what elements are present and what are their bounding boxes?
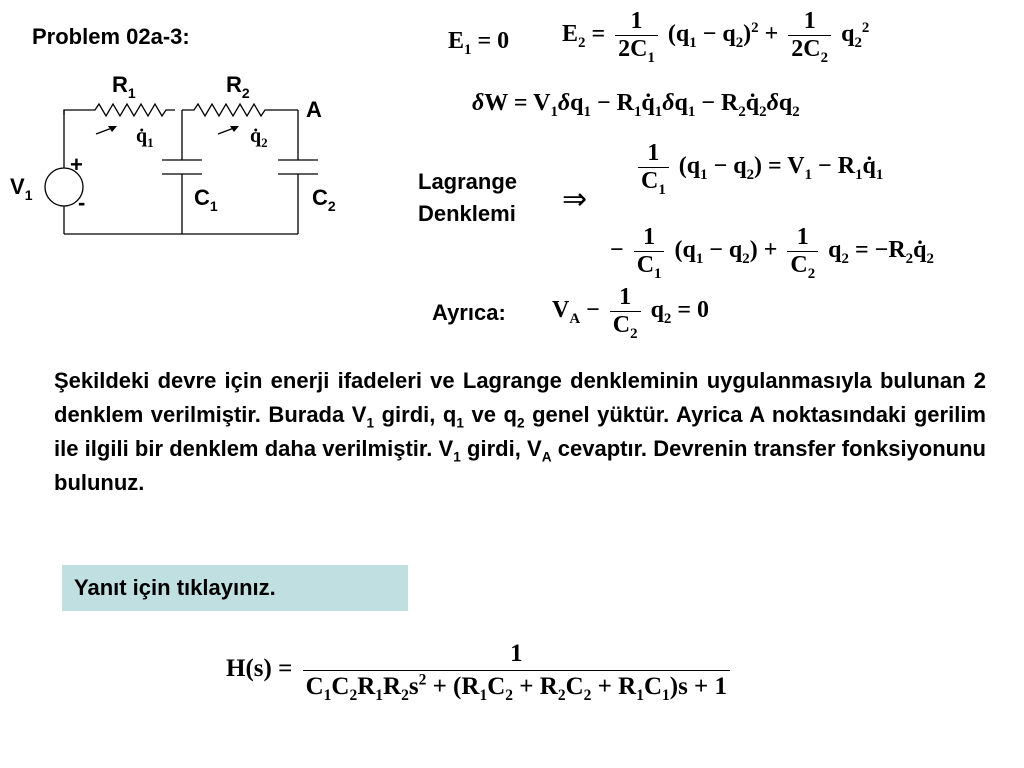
v1-label: $V_1$ [10, 174, 33, 203]
lagrange-label-line1: Lagrange [418, 169, 518, 194]
ayrica-label: Ayrıca: [432, 300, 506, 325]
problem-description: Şekildeki devre için enerji ifadeleri ve Lagrange denkleminin uygulanmasıyla bulunan 2 denklem verilmiştir. Burada $V_1$ girdi, $q_1$ ve $q_2$ genel yüktür. Ayrica A noktasındaki gerilim ile ilgili bir denklem daha verilmiştir. $V_1$ girdi, $V_A$ cevaptır. Devrenin transfer fonksiyonunu bulunuz. [54, 368, 986, 495]
lagrange-label [418, 166, 517, 230]
equation-va: $V_A$ − $\frac{1}{C_2}$ $q_2 = 0$ [552, 284, 710, 342]
current-q1-label: $q̇_1$ [136, 125, 154, 150]
node-a-label: A [306, 97, 322, 122]
show-answer-button[interactable]: Yanıt için tıklayınız. [62, 565, 408, 611]
equation-virtual-work: $\delta W = V_1\delta q_1$ − $R_1q̇_1\delta q_1$ − $R_2q̇_2\delta q_2$ [472, 90, 800, 120]
transfer-function: H(s) = $\frac{1}{C_1C_2R_1R_2s^2 + (R_1C_2 + R_2C_2 + R_1C_1)s + 1}$ [226, 640, 734, 701]
lagrange-equation-2: − $\frac{1}{C_1}$ $(q_1 - q_2)$ + $\frac{1}{C_2}$ $q_2$ = $-R_2q̇_2$ [610, 224, 934, 282]
r2-label: $R_2$ [226, 72, 250, 101]
lagrange-equation-1: $\frac{1}{C_1}$ $(q_1 - q_2) = V_1$ − $R_1q̇_1$ [634, 140, 883, 195]
lagrange-label-line2: Denklemi [418, 201, 516, 226]
plus-sign: + [70, 152, 83, 177]
equation-e1: $E_1 = 0$ [448, 28, 510, 58]
r1-label: $R_1$ [112, 72, 136, 101]
equation-e2: $E_2$ = $\frac{1}{2C_1}$ $(q_1 - q_2)^2$ + $\frac{1}{2C_2}$ $q_2^2$ [562, 8, 870, 66]
implies-arrow: ⇒ [562, 183, 588, 216]
problem-title: Problem 02a-3: [32, 24, 190, 49]
circuit-diagram [0, 60, 380, 250]
c2-label: $C_2$ [312, 185, 336, 214]
c1-label: $C_1$ [194, 185, 218, 214]
minus-sign: - [78, 190, 86, 215]
current-q2-label: $q̇_2$ [250, 125, 268, 150]
